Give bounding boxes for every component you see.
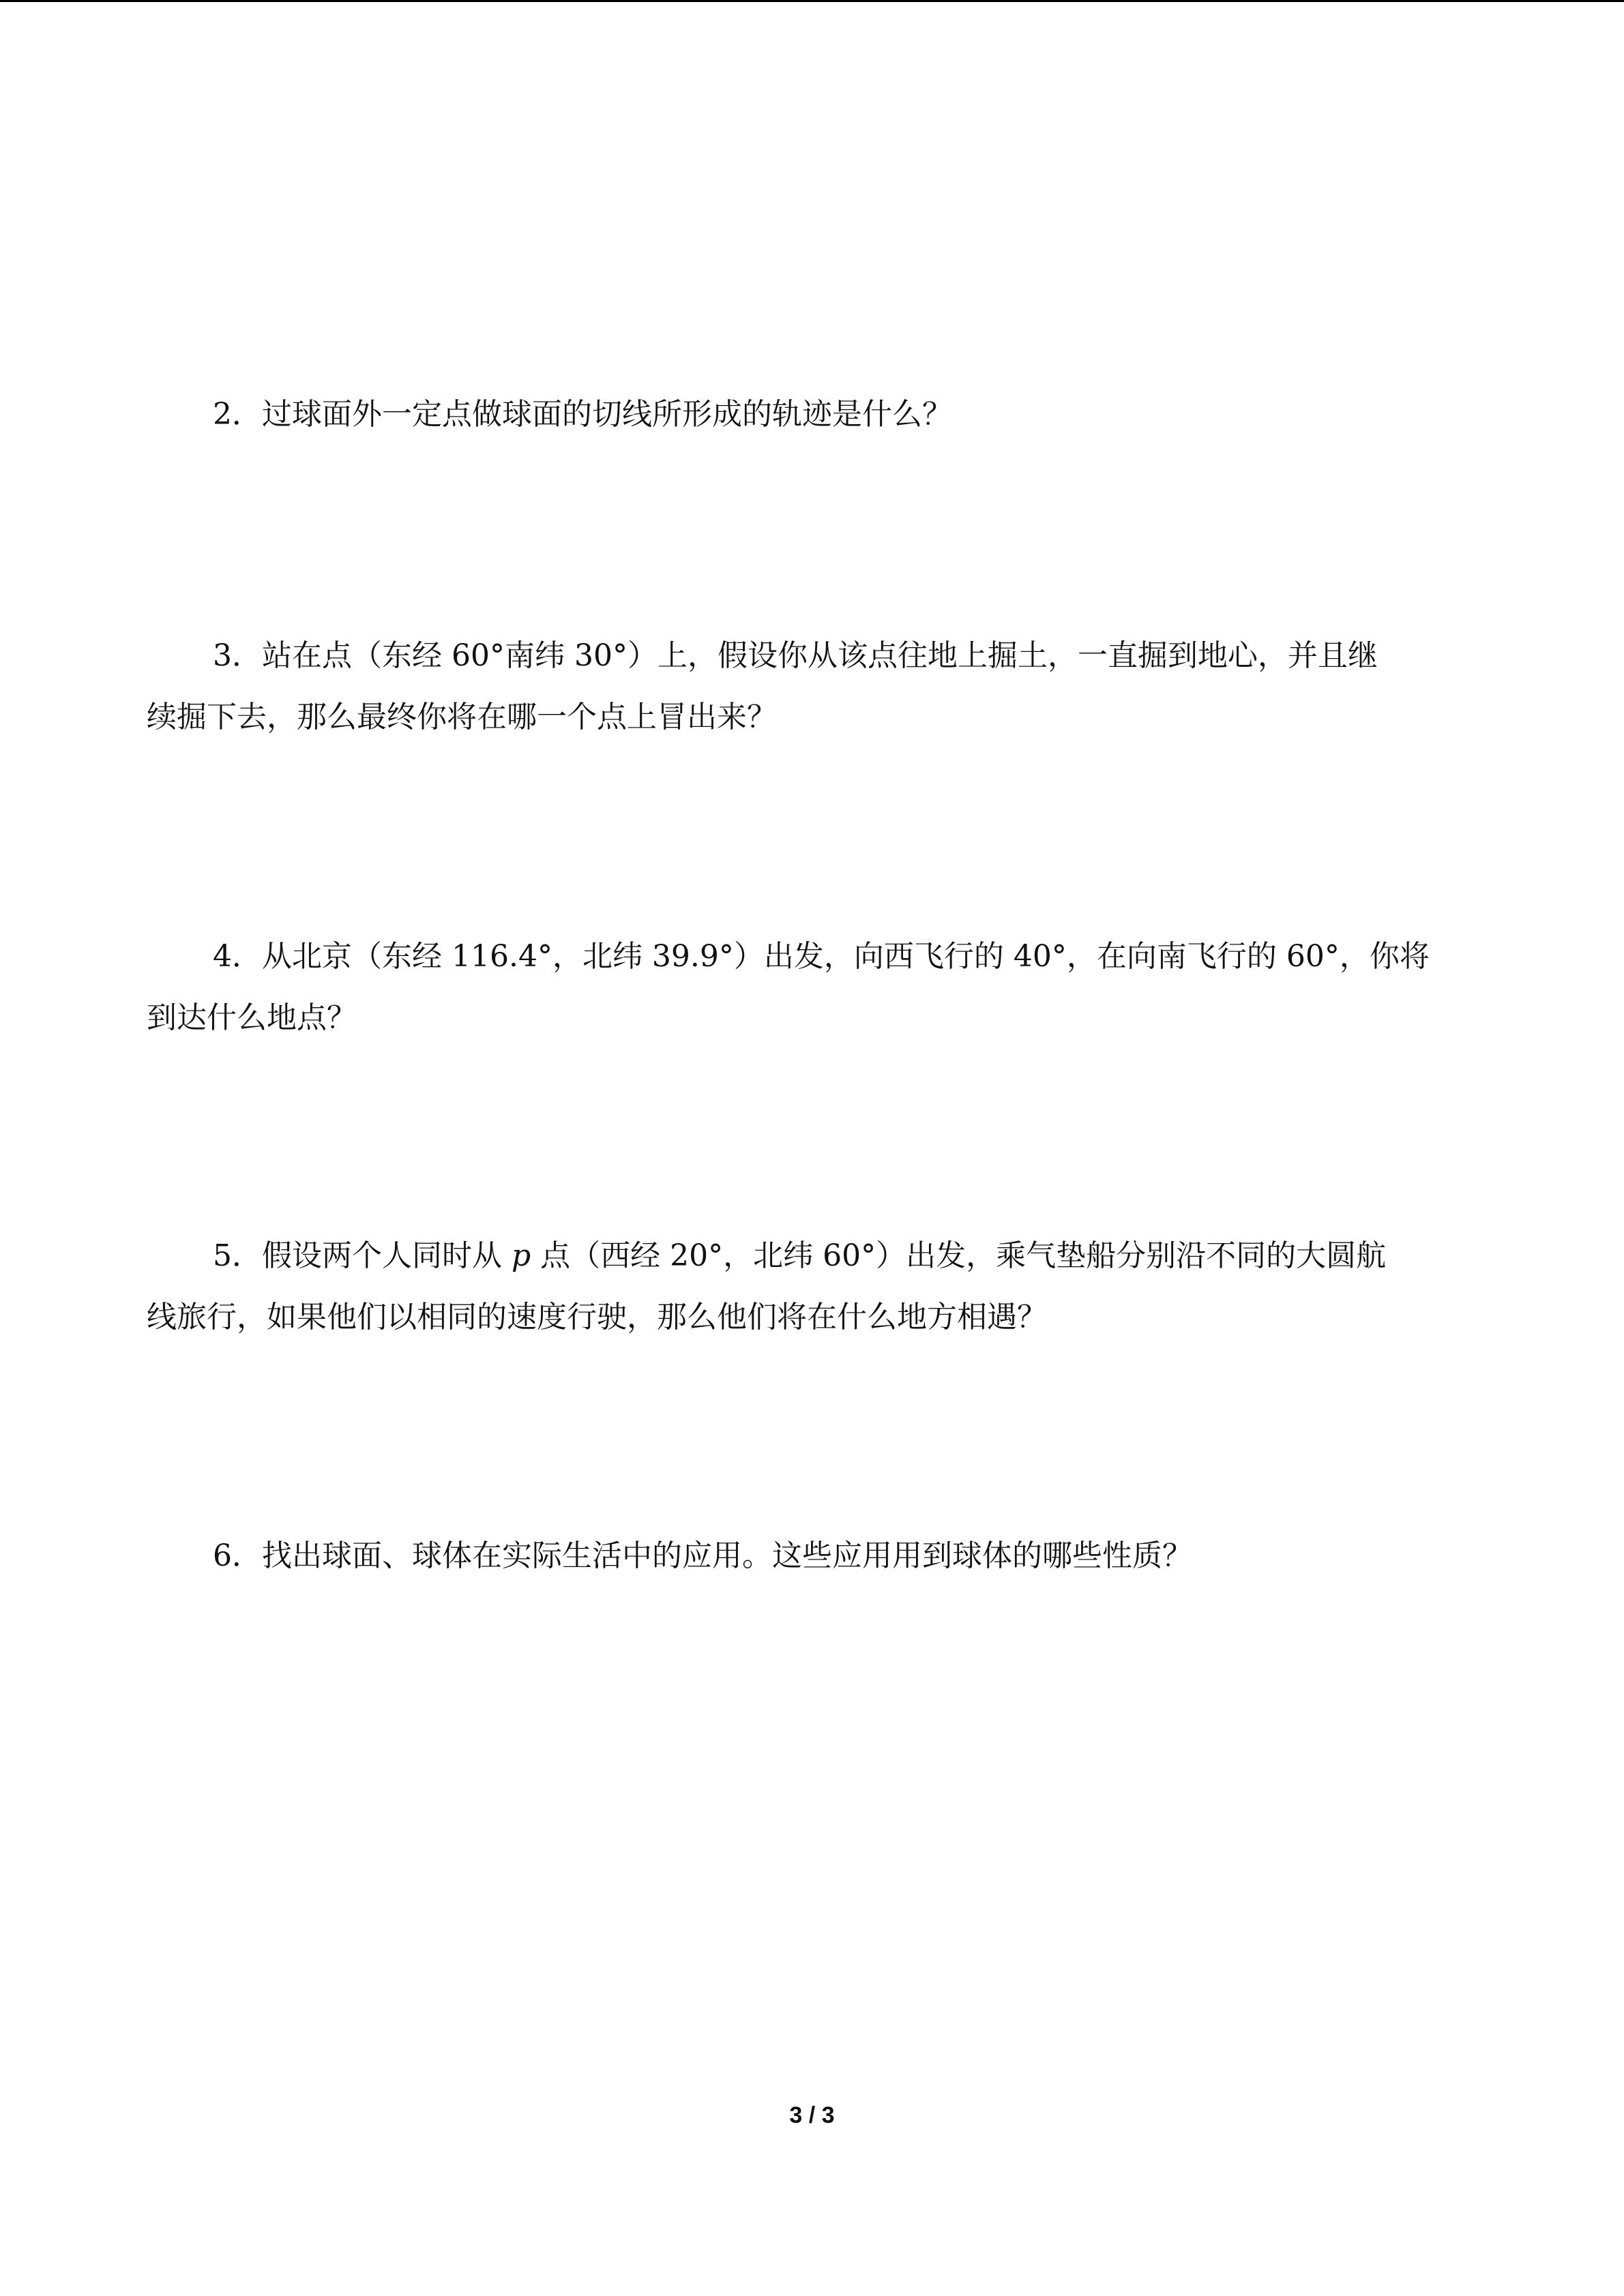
page-top-border [0, 0, 1624, 2]
question-2 [147, 384, 1463, 445]
question-5-suffix: 点（西经 20°，北纬 60°）出发，乘气垫船分别沿不同的大圆航 [531, 1238, 1387, 1273]
question-3 [147, 625, 1463, 748]
point-p-variable: p [511, 1238, 531, 1273]
question-4 [147, 926, 1463, 1049]
question-6 [147, 1525, 1463, 1587]
question-4-line-1: 4．从北京（东经 116.4°，北纬 39.9°）出发，向西飞行的 40°，在向南飞行的 60°，你将 [213, 939, 1430, 974]
question-3-line-2: 续掘下去，那么最终你将在哪一个点上冒出来？ [147, 700, 777, 734]
question-5-line-1 [147, 1225, 1463, 1287]
question-4-line-2: 到达什么地点？ [147, 1000, 357, 1035]
page-number: 3 / 3 [789, 2102, 835, 2128]
question-6-text: 6．找出球面、球体在实际生活中的应用。这些应用用到球体的哪些性质？ [213, 1538, 1192, 1573]
question-5-line-2: 线旅行，如果他们以相同的速度行驶，那么他们将在什么地方相遇？ [147, 1300, 1047, 1335]
question-5 [147, 1225, 1463, 1348]
question-2-text: 2．过球面外一定点做球面的切线所形成的轨迹是什么？ [213, 397, 952, 432]
question-3-line-1: 3．站在点（东经 60°南纬 30°）上，假设你从该点往地上掘土，一直掘到地心，并且继 [213, 638, 1378, 673]
question-5-prefix: 5．假设两个人同时从 [213, 1238, 512, 1273]
